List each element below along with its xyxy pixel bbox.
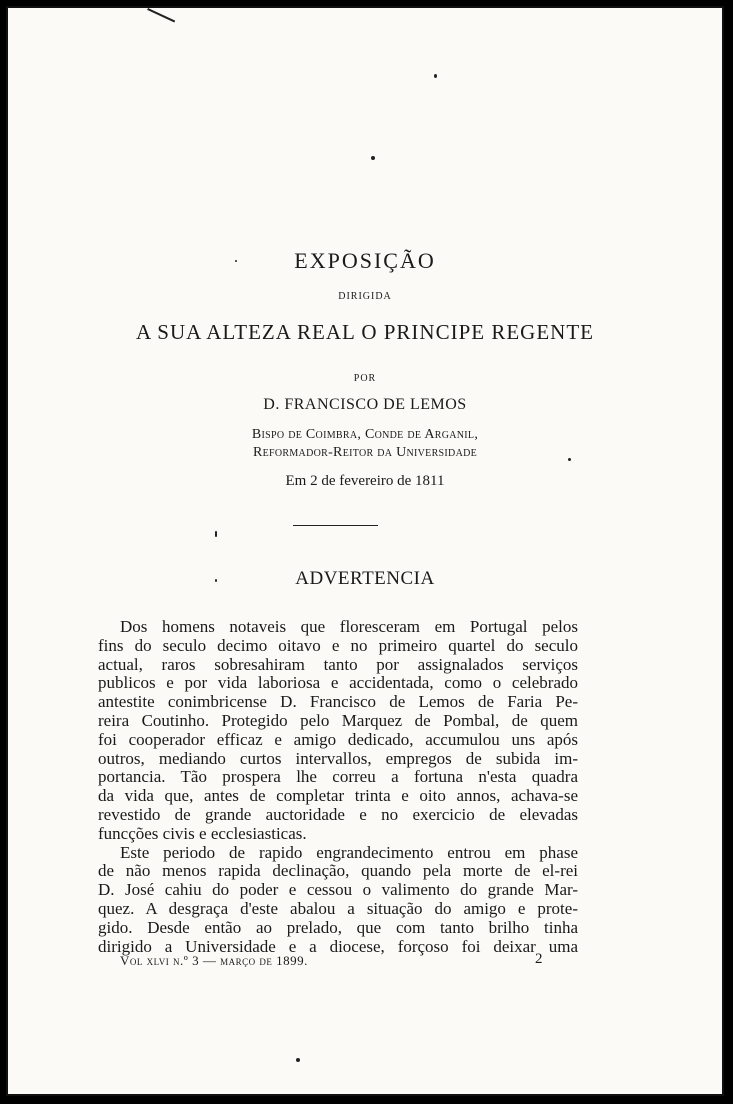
document-title: EXPOSIÇÃO [294,248,436,273]
body-line: Este periodo de rapido engrandecimento entrou em phase [120,842,578,862]
body-line: da vida que, antes de completar trinta e oito annos, achava-se [98,786,578,806]
body-line: D. José cahiu do poder e cessou o valimento do grande Mar- [98,880,578,900]
body-line: outros, mediando curtos intervallos, empregos de subida im- [98,748,578,768]
body-line: antestite conimbricense D. Francisco de Lemos de Faria Pe- [98,692,578,712]
document-page [6,6,724,1096]
scan-speck [296,1058,300,1062]
body-line: de não menos rapida declinação, quando pela morte de el-rei [98,861,578,881]
body-line: Dos homens notaveis que floresceram em Portugal pelos [120,617,578,636]
body-line: quez. A desgraça d'este abalou a situação do amigo e prote- [98,898,578,918]
body-line: funcções civis e ecclesiasticas. [98,823,307,843]
body-line: actual, raros sobresahiram tanto por assignalados serviços [98,654,578,674]
footer-signature-mark: 2 [535,951,543,967]
scan-speck [147,8,175,22]
body-line: dirigido a Universidade e a diocese, forçoso foi deixar uma [98,936,578,956]
body-line: gido. Desde então ao prelado, que com tanto brilho tinha [98,917,578,937]
author-title-line: Bispo de Coimbra, Conde de Arganil, [251,427,479,442]
author-titles [8,426,722,462]
document-date: Em 2 de fevereiro de 1811 [285,473,445,489]
addressee: A SUA ALTEZA REAL O PRINCIPE REGENTE [136,320,594,344]
scan-speck [434,74,437,78]
por-label: POR [353,373,377,384]
body-line: publicos e por vida laboriosa e accidentada, como o celebrado [98,673,578,693]
body-line: fins do seculo decimo oitavo e no primeiro quartel do seculo [98,635,578,655]
footer-signature: Vol xlvi n.º 3 — março de 1899. [120,953,308,968]
scan-speck [371,156,375,160]
body-line: foi cooperador efficaz e amigo dedicado, accumulou uns após [98,729,578,749]
body-line: revestido de grande auctoridade e no exercicio de elevadas [98,804,578,824]
body-line: reira Coutinho. Protegido pelo Marquez de Pombal, de quem [98,710,578,730]
author-name: D. FRANCISCO DE LEMOS [263,396,467,413]
body-line: portancia. Tão prospera lhe correu a fortuna n'esta quadra [98,767,578,787]
author-title-line: Reformador-Reitor da Universidade [252,445,478,460]
section-heading: ADVERTENCIA [295,568,435,589]
dirigida-label: DIRIGIDA [338,291,392,302]
scan-speck [215,531,217,537]
body-text [98,618,578,956]
section-divider [293,525,378,526]
